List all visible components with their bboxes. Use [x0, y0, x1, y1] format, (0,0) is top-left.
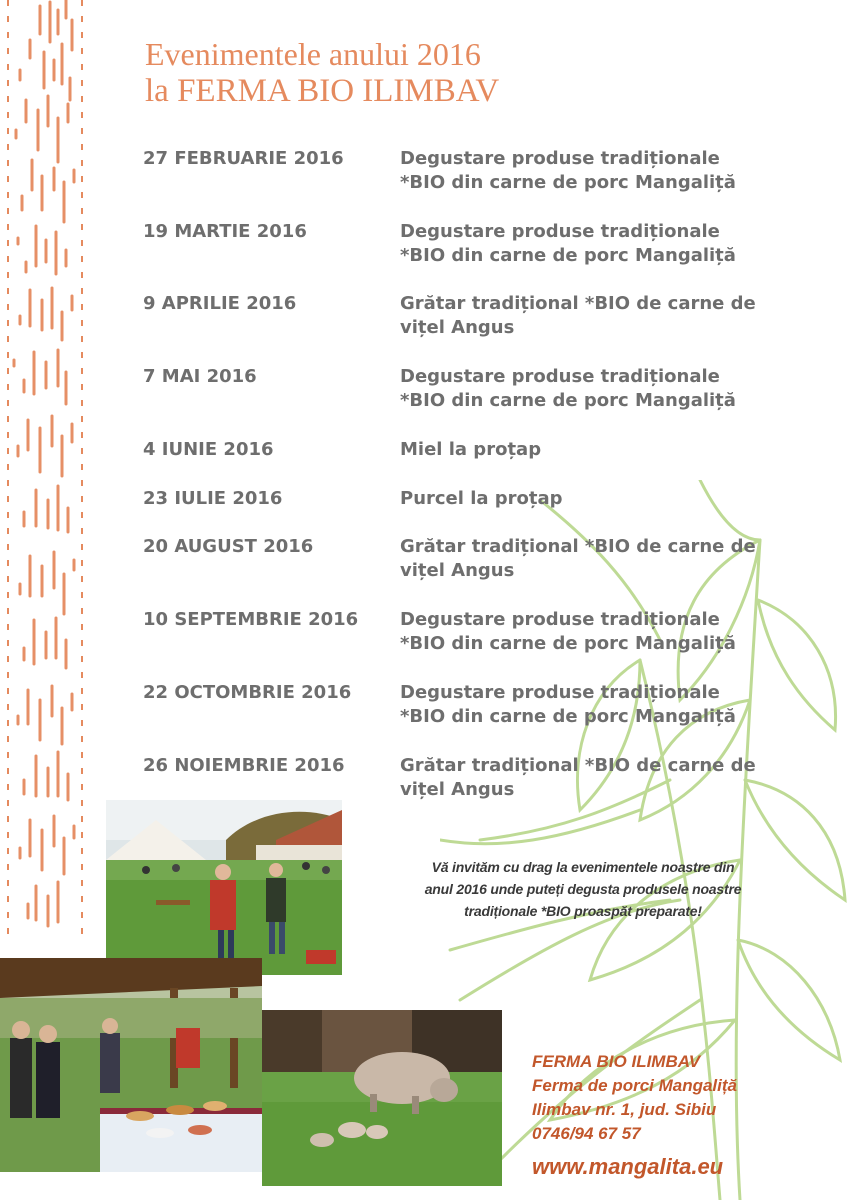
- event-description-line-2: *BIO din carne de porc Mangaliță: [400, 633, 736, 654]
- photo-tent-gathering: [106, 800, 342, 975]
- event-description-line-1: Degustare produse tradiționale: [400, 221, 720, 242]
- page-title: [145, 36, 499, 110]
- event-description: [400, 535, 780, 583]
- event-description-line-2: *BIO din carne de porc Mangaliță: [400, 706, 736, 727]
- event-description-line-2: vițel Angus: [400, 779, 515, 800]
- event-date: 22 OCTOMBRIE 2016: [143, 682, 352, 703]
- invitation-line-1: Vă invităm cu drag la evenimentele noastre din: [431, 859, 735, 875]
- event-description: [400, 438, 780, 462]
- event-description-line-1: Grătar tradițional *BIO de carne de: [400, 293, 756, 314]
- event-description-line-1: Degustare produse tradiționale: [400, 148, 720, 169]
- event-description: [400, 608, 780, 656]
- event-description: [400, 365, 780, 413]
- event-description: [400, 220, 780, 268]
- farm-address: Ilimbav nr. 1, jud. Sibiu: [532, 1100, 717, 1119]
- decorative-border-strip: [0, 0, 90, 940]
- event-description-line-1: Degustare produse tradiționale: [400, 682, 720, 703]
- invitation-line-2: anul 2016 unde puteți degusta produsele noastre: [424, 881, 742, 897]
- event-description: [400, 292, 780, 340]
- event-description-line-2: *BIO din carne de porc Mangaliță: [400, 172, 736, 193]
- photo-buffet-table: [0, 958, 262, 1172]
- contact-block: [532, 1050, 832, 1182]
- event-date: 26 NOIEMBRIE 2016: [143, 755, 345, 776]
- farm-phone[interactable]: 0746/94 67 57: [532, 1124, 641, 1143]
- event-description-line-2: *BIO din carne de porc Mangaliță: [400, 390, 736, 411]
- invitation-line-3: tradiționale *BIO proaspăt preparate!: [464, 903, 702, 919]
- event-description-line-2: vițel Angus: [400, 560, 515, 581]
- event-date: 9 APRILIE 2016: [143, 293, 297, 314]
- event-date: 23 IULIE 2016: [143, 488, 283, 509]
- event-date: 19 MARTIE 2016: [143, 221, 307, 242]
- event-date: 27 FEBRUARIE 2016: [143, 148, 344, 169]
- event-description-line-2: *BIO din carne de porc Mangaliță: [400, 245, 736, 266]
- event-description-line-1: Grătar tradițional *BIO de carne de: [400, 755, 756, 776]
- event-description-line-1: Grătar tradițional *BIO de carne de: [400, 536, 756, 557]
- farm-name: FERMA BIO ILIMBAV: [532, 1052, 701, 1071]
- event-date: 20 AUGUST 2016: [143, 536, 314, 557]
- title-line-2: la FERMA BIO ILIMBAV: [145, 73, 500, 109]
- event-date: 4 IUNIE 2016: [143, 439, 274, 460]
- event-description: [400, 754, 780, 802]
- title-line-1: Evenimentele anului 2016: [145, 36, 481, 72]
- photo-mangalita-pigs: [262, 1010, 502, 1186]
- event-description-line-2: vițel Angus: [400, 317, 515, 338]
- website-link[interactable]: www.mangalita.eu: [532, 1154, 724, 1179]
- farm-subtitle: Ferma de porci Mangaliță: [532, 1076, 737, 1095]
- event-description: [400, 487, 780, 511]
- event-description-line-1: Degustare produse tradiționale: [400, 609, 720, 630]
- event-date: 7 MAI 2016: [143, 366, 257, 387]
- event-description-line-1: Purcel la proțap: [400, 488, 563, 509]
- event-description: [400, 147, 780, 195]
- event-description: [400, 681, 780, 729]
- event-date: 10 SEPTEMBRIE 2016: [143, 609, 359, 630]
- event-description-line-1: Degustare produse tradiționale: [400, 366, 720, 387]
- invitation-message: [392, 856, 774, 922]
- event-description-line-1: Miel la proțap: [400, 439, 542, 460]
